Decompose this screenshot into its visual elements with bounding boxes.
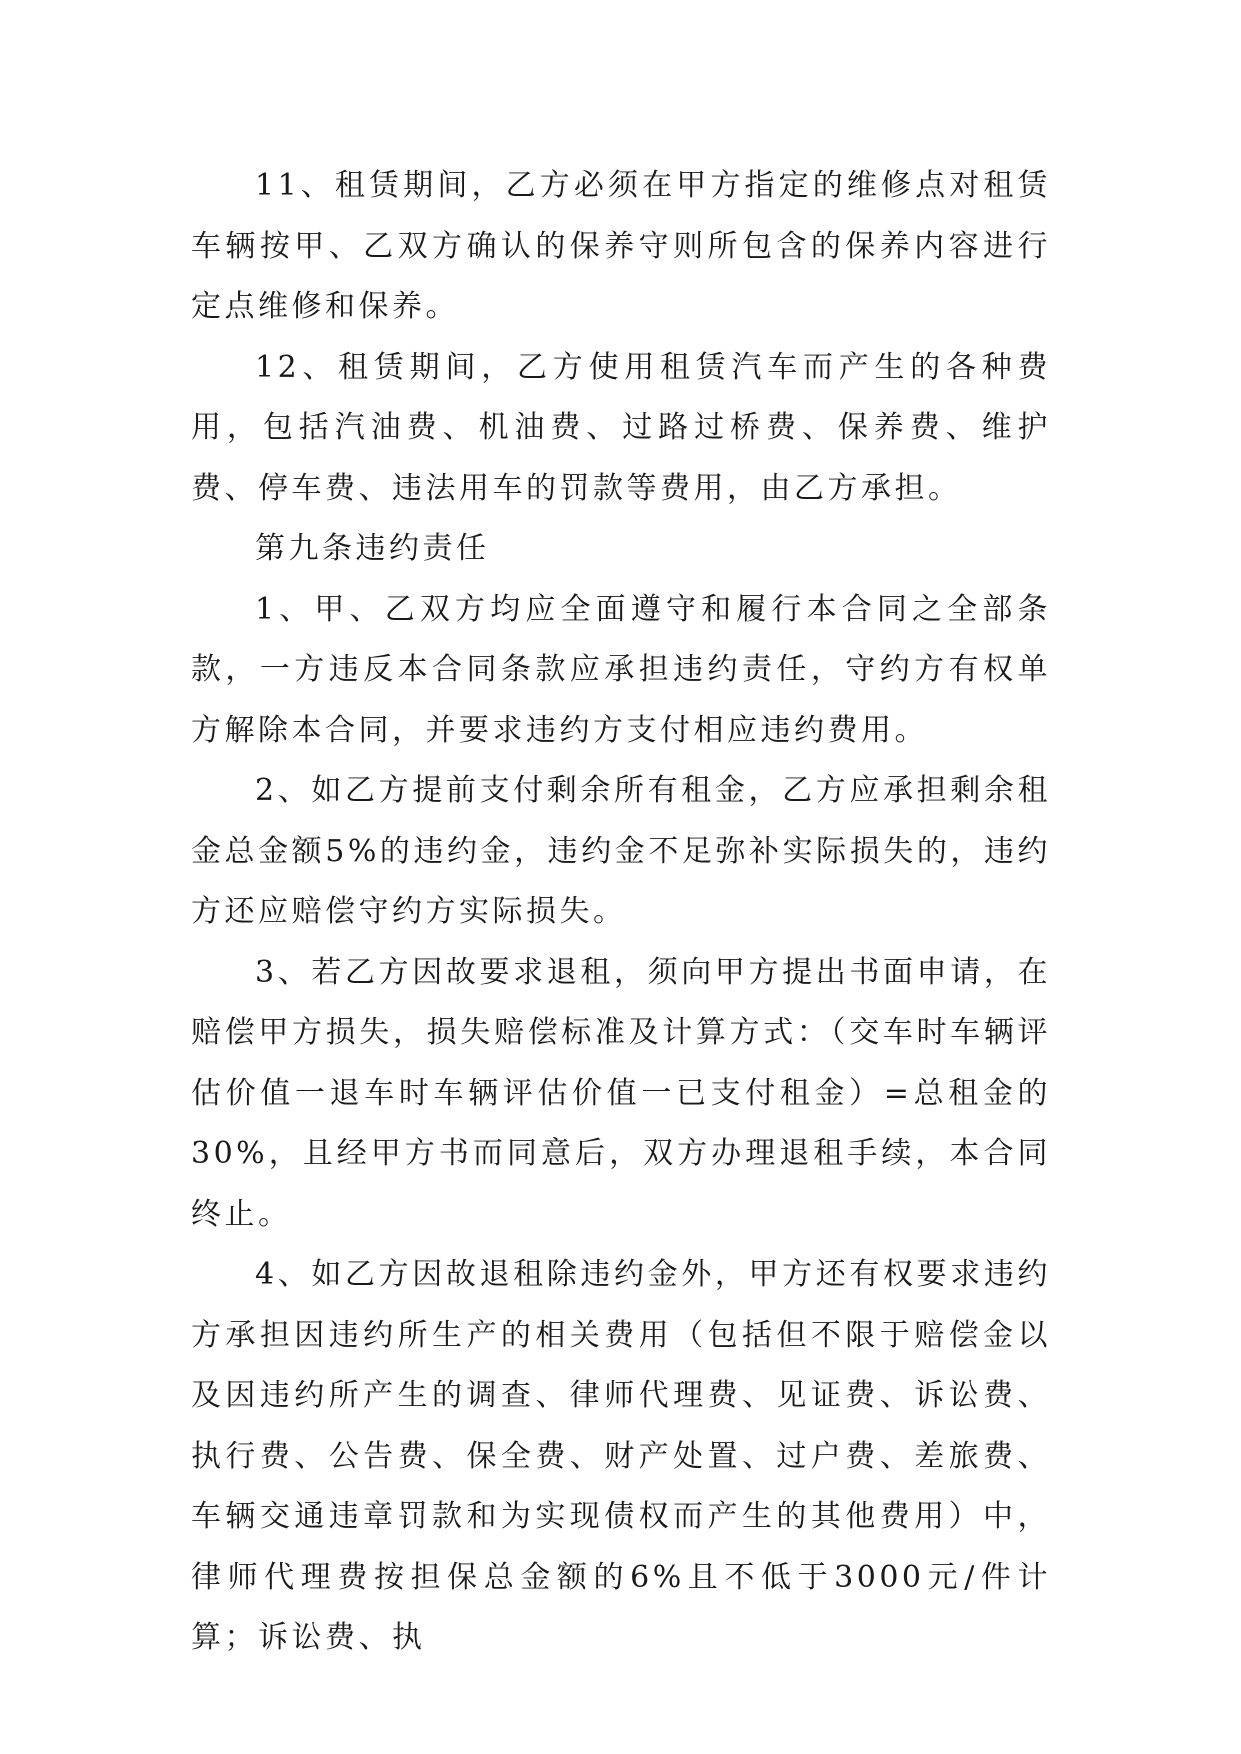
paragraph-clause-11: 11、租赁期间，乙方必须在甲方指定的维修点对租赁车辆按甲、乙双方确认的保养守则所包含的保养内容进行定点维修和保养。 xyxy=(191,168,1051,324)
paragraph-breach-1: 1、甲、乙双方均应全面遵守和履行本合同之全部条款，一方违反本合同条款应承担违约责任，守约方有权单方解除本合同，并要求违约方支付相应违约费用。 xyxy=(191,591,1051,748)
section-heading-article-9: 第九条违约责任 xyxy=(255,531,490,566)
contract-body xyxy=(191,156,1051,1669)
paragraph-clause-12: 12、租赁期间，乙方使用租赁汽车而产生的各种费用，包括汽油费、机油费、过路过桥费、保养费、维护费、停车费、违法用车的罚款等费用，由乙方承担。 xyxy=(191,349,1051,506)
paragraph-breach-2: 2、如乙方提前支付剩余所有租金，乙方应承担剩余租金总金额5%的违约金，违约金不足弥补实际损失的，违约方还应赔偿守约方实际损失。 xyxy=(191,773,1051,929)
paragraph-breach-4: 4、如乙方因故退租除违约金外，甲方还有权要求违约方承担因违约所生产的相关费用（包括但不限于赔偿金以及因违约所产生的调查、律师代理费、见证费、诉讼费、执行费、公告费、保全费、财产处置、过户费、差旅费、车辆交通违章罚款和为实现债权而产生的其他费用）中，律师代理费按担保总金额的6%且不低于3000元/件计算；诉讼费、执 xyxy=(191,1257,1051,1655)
paragraph-breach-3: 3、若乙方因故要求退租，须向甲方提出书面申请，在赔偿甲方损失，损失赔偿标准及计算方式：（交车时车辆评估价值一退车时车辆评估价值一已支付租金）=总租金的30%，且经甲方书而同意后，双方办理退租手续，本合同终止。 xyxy=(191,954,1051,1232)
